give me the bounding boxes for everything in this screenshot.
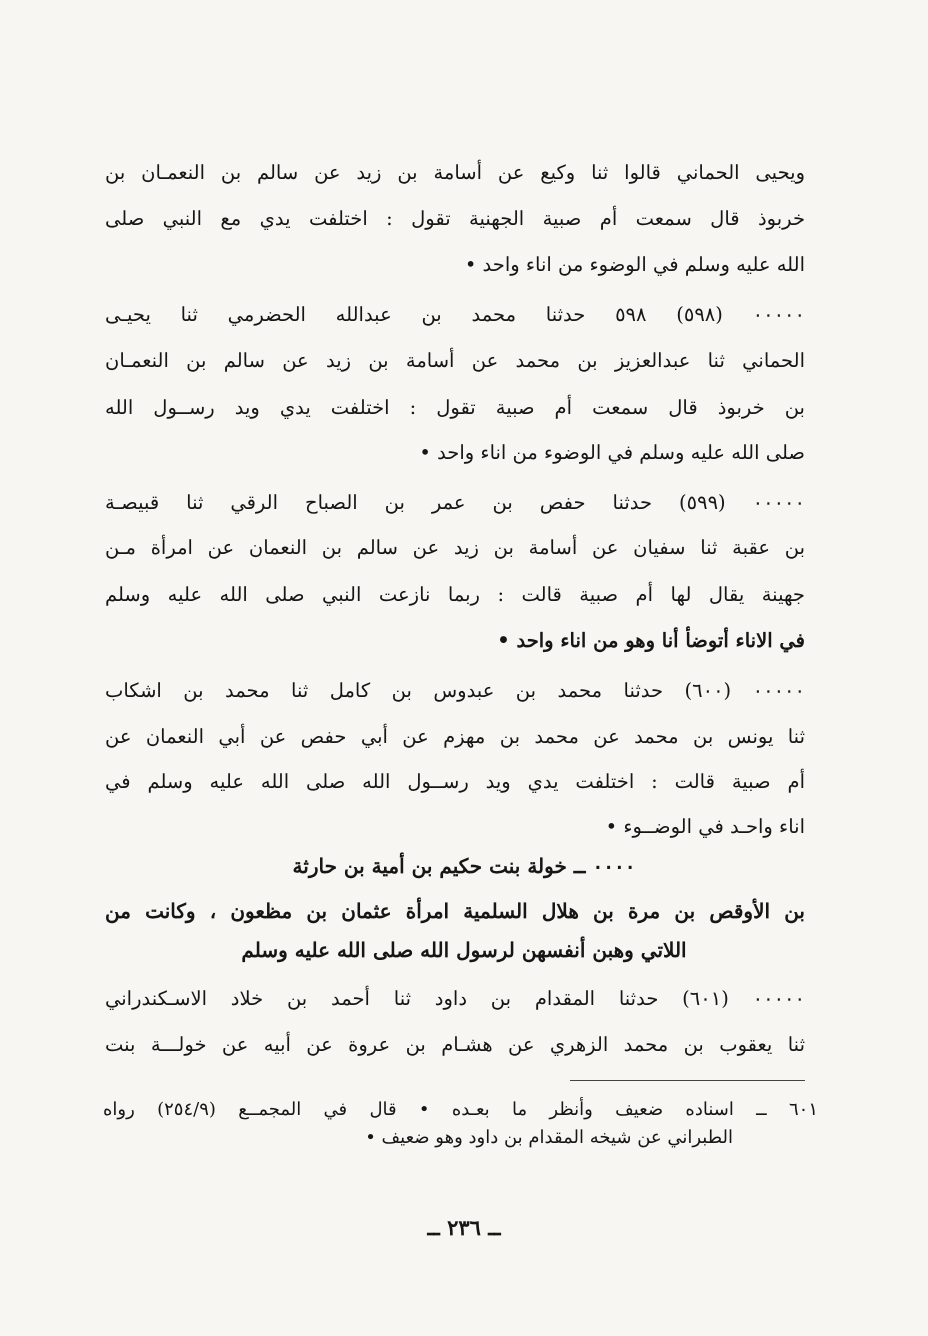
text-line: اناء واحـد في الوضــوء • <box>605 815 805 838</box>
text-line: خربوذ قال سمعت أم صبية الجهنية تقول : اختلفت يدي مع النبي صلى <box>105 207 805 230</box>
text-line: ثنا يعقوب بن محمد الزهري عن هشـام بن عروة عن أبيه عن خولـــة بنت <box>105 1033 805 1056</box>
text-line: جهينة يقال لها أم صبية قالت : ربما نازعت النبي صلى الله عليه وسلم <box>105 583 805 606</box>
hadith-599-line: ٠٠٠٠٠ (٥٩٩) حدثنا حفص بن عمر بن الصباح الرقي ثنا قبيصـة <box>105 491 805 514</box>
hadith-600-line: ٠٠٠٠٠ (٦٠٠) حدثنا محمد بن عبدوس بن كامل ثنا محمد بن اشكاب <box>105 679 805 702</box>
footnote-separator <box>570 1080 805 1081</box>
text-line: الحماني ثنا عبدالعزيز بن محمد عن أسامة بن زيد عن سالم بن النعمـان <box>105 349 805 372</box>
section-heading-line: بن الأوقص بن مرة بن هلال السلمية امرأة عثمان بن مظعون ، وكانت من <box>105 899 805 923</box>
text-line: ويحيى الحماني قالوا ثنا وكيع عن أسامة بن زيد عن سالم بن النعمـان بن <box>105 161 805 184</box>
hadith-601-line: ٠٠٠٠٠ (٦٠١) حدثنا المقدام بن داود ثنا أحمد بن خلاد الاسـكندراني <box>105 987 805 1010</box>
text-line: الله عليه وسلم في الوضوء من اناء واحد • <box>464 253 805 276</box>
section-heading: ٠٠٠٠ ــ خولة بنت حكيم بن أمية بن حارثة <box>292 854 636 878</box>
text-line: بن عقبة ثنا سفيان عن أسامة بن زيد عن سالم بن النعمان عن امرأة مـن <box>105 536 805 559</box>
section-heading-line: اللاتي وهبن أنفسهن لرسول الله صلى الله عليه وسلم <box>241 938 687 962</box>
hadith-598-line: ٠٠٠٠٠ (٥٩٨) ٥٩٨ حدثنا محمد بن عبدالله الحضرمي ثنا يحيـى <box>105 303 805 326</box>
footnote-line: ٦٠١ ــ اسناده ضعيف وأنظر ما بعـده • قال في المجمــع (٢٥٤/٩) رواه <box>103 1099 818 1120</box>
text-line: في الاناء أتوضأ أنا وهو من اناء واحد • <box>497 629 805 652</box>
page-number: ــ ٢٣٦ ــ <box>427 1215 501 1240</box>
footnote-line: الطبراني عن شيخه المقدام بن داود وهو ضعيف • <box>365 1127 733 1148</box>
text-line: أم صبية قالت : اختلفت يدي ويد رســول الله صلى الله عليه وسلم في <box>105 770 805 793</box>
text-line: ثنا يونس بن محمد عن محمد بن مهزم عن أبي حفص عن أبي النعمان عن <box>105 725 805 748</box>
text-line: صلى الله عليه وسلم في الوضوء من اناء واحد • <box>419 441 805 464</box>
text-line: بن خربوذ قال سمعت أم صبية تقول : اختلفت يدي ويد رســول الله <box>105 396 805 419</box>
